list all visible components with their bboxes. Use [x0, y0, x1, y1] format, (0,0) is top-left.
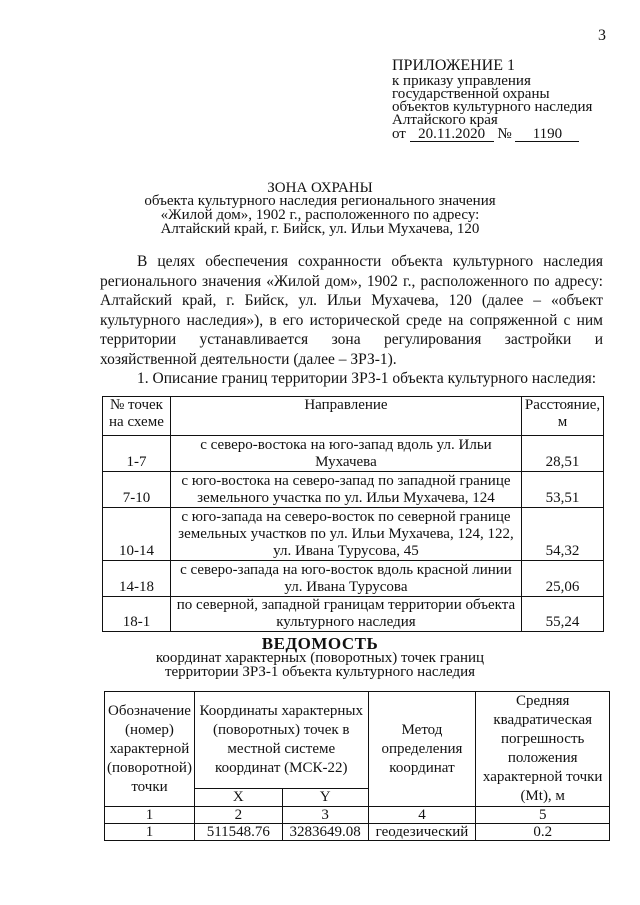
column-number: 3	[282, 807, 368, 824]
cell-distance: 55,24	[522, 597, 604, 632]
vedomost-subtitle-line: координат характерных (поворотных) точек границ	[155, 650, 485, 666]
cell-distance: 28,51	[522, 436, 604, 472]
cell-points: 14-18	[103, 561, 171, 597]
appendix-line: объектов культурного наследия	[392, 99, 593, 115]
table-row	[103, 436, 604, 472]
header-coordinates: Координаты характерных (поворотных) точек в местной системе координат (МСК-22)	[194, 692, 368, 789]
cell-error: 0.2	[476, 824, 610, 841]
appendix-line: к приказу управления	[392, 73, 531, 89]
date-prefix: от	[392, 126, 406, 142]
header-points: № точек на схеме	[103, 397, 171, 436]
cell-distance: 25,06	[522, 561, 604, 597]
number-prefix: №	[497, 126, 512, 142]
table-row	[103, 472, 604, 508]
column-number-row	[105, 807, 610, 824]
column-number: 4	[368, 807, 476, 824]
table-row	[103, 561, 604, 597]
vedomost-subtitle	[0, 651, 640, 679]
cell-y: 3283649.08	[282, 824, 368, 841]
table-row	[105, 824, 610, 841]
header-error: Средняя квадратическая погрешность положения характерной точки (Mt), м	[476, 692, 610, 807]
zone-subtitle-line: «Жилой дом», 1902 г., расположенного по адресу:	[160, 207, 480, 223]
table-header-row	[105, 692, 610, 789]
appendix-date-line	[392, 127, 592, 142]
appendix-title: ПРИЛОЖЕНИЕ 1	[392, 57, 516, 74]
zone-subtitle-line: Алтайский край, г. Бийск, ул. Ильи Мухачева, 120	[160, 221, 480, 237]
cell-distance: 53,51	[522, 472, 604, 508]
cell-points: 1-7	[103, 436, 171, 472]
cell-direction: по северной, западной границам территории объекта культурного наследия	[170, 597, 521, 632]
header-method: Метод определения координат	[368, 692, 476, 807]
section-heading: 1. Описание границ территории ЗРЗ-1 объекта культурного наследия:	[137, 370, 597, 387]
vedomost-title: ВЕДОМОСТЬ	[261, 634, 379, 653]
cell-points: 10-14	[103, 508, 171, 561]
column-number: 5	[476, 807, 610, 824]
cell-direction: с юго-запада на северо-восток по северной границе земельных участков по ул. Ильи Мухачева, 124, 122, ул. Ивана Турусова, 45	[170, 508, 521, 561]
table-header-row	[103, 397, 604, 436]
table-row	[103, 597, 604, 632]
appendix-line: государственной охраны	[392, 86, 550, 102]
header-designation: Обозначение (номер) характерной (поворотной) точки	[105, 692, 195, 807]
cell-distance: 54,32	[522, 508, 604, 561]
appendix-line: Алтайского края	[392, 112, 498, 128]
coordinates-table	[104, 691, 610, 841]
cell-method: геодезический	[368, 824, 476, 841]
column-number: 2	[194, 807, 282, 824]
table-row	[103, 508, 604, 561]
zone-subtitle	[0, 194, 640, 236]
cell-points: 18-1	[103, 597, 171, 632]
cell-points: 7-10	[103, 472, 171, 508]
appendix-block	[392, 57, 592, 142]
vedomost-subtitle-line: территории ЗРЗ-1 объекта культурного наследия	[164, 664, 476, 680]
cell-direction: с юго-востока на северо-запад по западной границе земельного участка по ул. Ильи Мухачева, 124	[170, 472, 521, 508]
header-y: Y	[282, 789, 368, 807]
order-number: 1190	[515, 127, 579, 142]
cell-direction: с северо-востока на юго-запад вдоль ул. Ильи Мухачева	[170, 436, 521, 472]
cell-point: 1	[105, 824, 195, 841]
body-text	[100, 252, 603, 389]
borders-table	[102, 396, 604, 632]
header-x: X	[194, 789, 282, 807]
cell-x: 511548.76	[194, 824, 282, 841]
zone-title: ЗОНА ОХРАНЫ	[267, 180, 373, 196]
intro-paragraph: В целях обеспечения сохранности объекта культурного наследия регионального значения «Жилой дом», 1902 г., расположенного по адресу: Алтайский край, г. Бийск, ул. Ильи Мухачева, 120 (далее – «объект культурного наследия»), в его исторической среде на сопряженной с ним территории устанавливается зона регулирования застройки и хозяйственной деятельности (далее – ЗРЗ-1).	[100, 253, 603, 368]
header-direction: Направление	[170, 397, 521, 436]
cell-direction: с северо-запада на юго-восток вдоль красной линии ул. Ивана Турусова	[170, 561, 521, 597]
order-date: 20.11.2020	[410, 127, 494, 142]
header-distance: Расстояние, м	[522, 397, 604, 436]
zone-subtitle-line: объекта культурного наследия регионального значения	[144, 193, 496, 209]
column-number: 1	[105, 807, 195, 824]
page-number: 3	[598, 27, 606, 44]
